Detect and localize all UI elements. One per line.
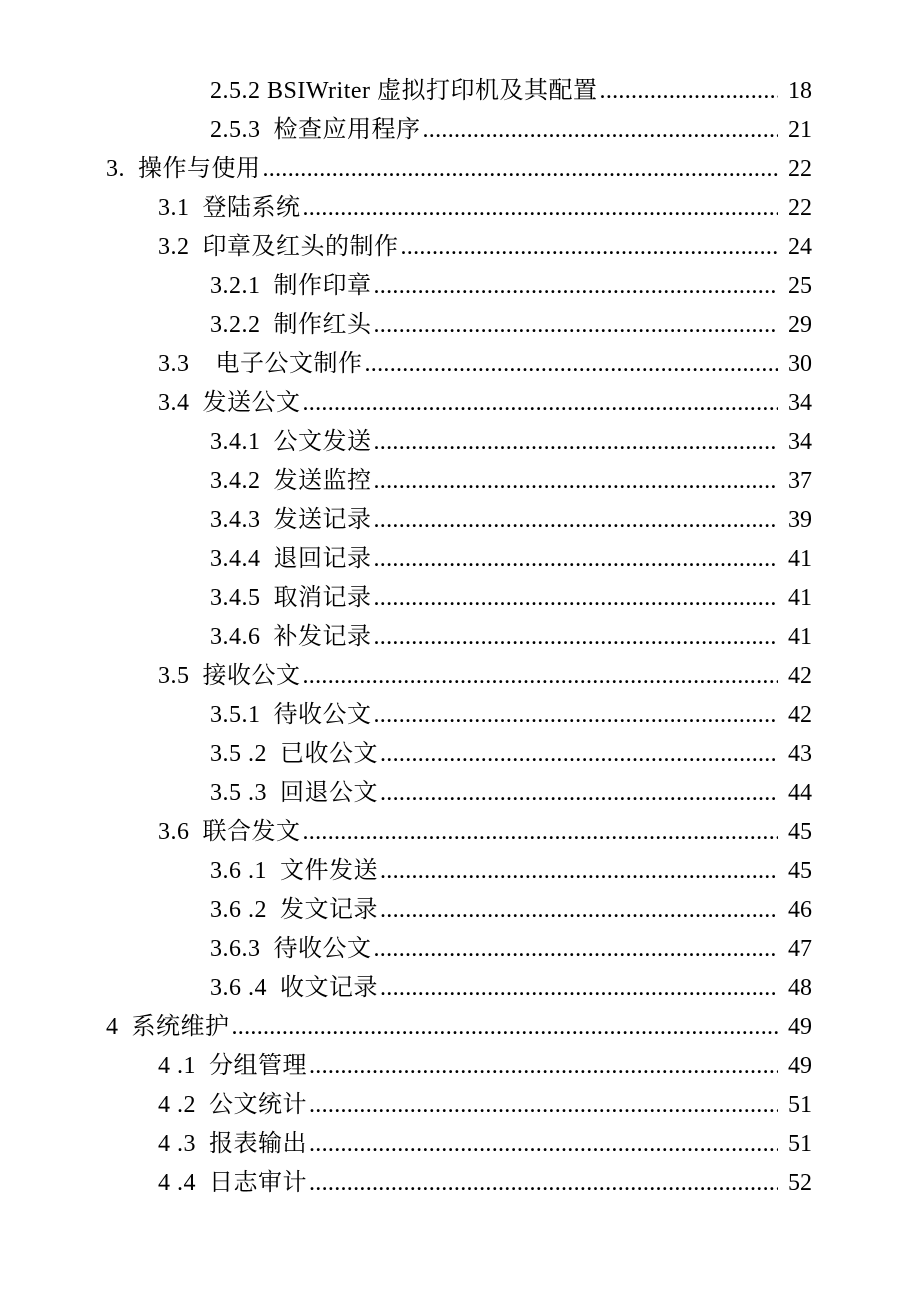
toc-dot-leader bbox=[232, 1008, 779, 1047]
toc-entry-title: 4 .2 公文统计 bbox=[158, 1092, 307, 1118]
toc-dot-leader bbox=[374, 579, 779, 618]
toc-entry-page-number: 30 bbox=[788, 351, 812, 377]
toc-entry-title: 4 系统维护 bbox=[106, 1014, 230, 1040]
toc-entry[interactable] bbox=[0, 1047, 920, 1086]
toc-dot-leader bbox=[374, 501, 779, 540]
toc-entry-page-number: 21 bbox=[788, 117, 812, 143]
toc-entry-page-number: 41 bbox=[788, 624, 812, 650]
toc-entry-page-number: 47 bbox=[788, 936, 812, 962]
toc-entry[interactable] bbox=[0, 696, 920, 735]
toc-entry[interactable] bbox=[0, 306, 920, 345]
toc-entry-title: 3.2.1 制作印章 bbox=[210, 273, 372, 299]
toc-entry[interactable] bbox=[0, 618, 920, 657]
toc-dot-leader bbox=[600, 72, 778, 111]
toc-entry[interactable] bbox=[0, 891, 920, 930]
toc-dot-leader bbox=[309, 1086, 778, 1125]
toc-dot-leader bbox=[374, 618, 779, 657]
toc-entry[interactable] bbox=[0, 345, 920, 384]
toc-entry-page-number: 45 bbox=[788, 858, 812, 884]
toc-entry-title: 3.6.3 待收公文 bbox=[210, 936, 372, 962]
toc-entry-title: 3.4.4 退回记录 bbox=[210, 546, 372, 572]
toc-entry-title: 3.2 印章及红头的制作 bbox=[158, 234, 399, 260]
toc-entry[interactable] bbox=[0, 540, 920, 579]
toc-entry-page-number: 24 bbox=[788, 234, 812, 260]
toc-entry-title: 2.5.2 BSIWriter 虚拟打印机及其配置 bbox=[210, 78, 598, 104]
toc-entry-page-number: 41 bbox=[788, 585, 812, 611]
toc-entry-page-number: 42 bbox=[788, 663, 812, 689]
toc-dot-leader bbox=[303, 189, 779, 228]
toc-entry-title: 3.4 发送公文 bbox=[158, 390, 301, 416]
toc-entry-page-number: 39 bbox=[788, 507, 812, 533]
toc-entry-title: 4 .3 报表输出 bbox=[158, 1131, 307, 1157]
toc-entry[interactable] bbox=[0, 384, 920, 423]
toc-entry[interactable] bbox=[0, 111, 920, 150]
table-of-contents bbox=[0, 72, 920, 1203]
toc-entry[interactable] bbox=[0, 462, 920, 501]
toc-entry[interactable] bbox=[0, 813, 920, 852]
toc-entry[interactable] bbox=[0, 423, 920, 462]
toc-entry[interactable] bbox=[0, 930, 920, 969]
toc-entry-page-number: 34 bbox=[788, 429, 812, 455]
toc-entry[interactable] bbox=[0, 1086, 920, 1125]
toc-entry[interactable] bbox=[0, 1164, 920, 1203]
toc-entry-title: 3.4.3 发送记录 bbox=[210, 507, 372, 533]
toc-dot-leader bbox=[380, 969, 778, 1008]
toc-entry-title: 3.4.5 取消记录 bbox=[210, 585, 372, 611]
toc-dot-leader bbox=[380, 735, 778, 774]
toc-dot-leader bbox=[374, 423, 779, 462]
toc-dot-leader bbox=[303, 384, 779, 423]
toc-dot-leader bbox=[380, 774, 778, 813]
toc-entry[interactable] bbox=[0, 267, 920, 306]
toc-entry-title: 3.5 接收公文 bbox=[158, 663, 301, 689]
toc-entry-title: 3.4.2 发送监控 bbox=[210, 468, 372, 494]
toc-entry[interactable] bbox=[0, 1008, 920, 1047]
toc-entry-title: 3.6 .1 文件发送 bbox=[210, 858, 378, 884]
toc-entry-title: 3.6 .2 发文记录 bbox=[210, 897, 378, 923]
toc-entry-page-number: 37 bbox=[788, 468, 812, 494]
toc-entry-page-number: 18 bbox=[788, 78, 812, 104]
toc-entry[interactable] bbox=[0, 969, 920, 1008]
toc-dot-leader bbox=[374, 696, 779, 735]
toc-entry-title: 3.2.2 制作红头 bbox=[210, 312, 372, 338]
toc-entry-title: 3. 操作与使用 bbox=[106, 156, 261, 182]
toc-dot-leader bbox=[374, 267, 779, 306]
toc-entry-page-number: 29 bbox=[788, 312, 812, 338]
toc-entry-page-number: 41 bbox=[788, 546, 812, 572]
toc-entry-title: 3.6 联合发文 bbox=[158, 819, 301, 845]
toc-entry-page-number: 51 bbox=[788, 1092, 812, 1118]
toc-entry-page-number: 49 bbox=[788, 1053, 812, 1079]
toc-entry[interactable] bbox=[0, 72, 920, 111]
toc-dot-leader bbox=[309, 1047, 778, 1086]
toc-entry[interactable] bbox=[0, 189, 920, 228]
toc-entry-page-number: 34 bbox=[788, 390, 812, 416]
toc-entry-page-number: 42 bbox=[788, 702, 812, 728]
toc-entry-page-number: 45 bbox=[788, 819, 812, 845]
toc-entry-page-number: 48 bbox=[788, 975, 812, 1001]
toc-entry-title: 4 .1 分组管理 bbox=[158, 1053, 307, 1079]
toc-entry-title: 3.4.6 补发记录 bbox=[210, 624, 372, 650]
toc-entry-page-number: 49 bbox=[788, 1014, 812, 1040]
toc-dot-leader bbox=[309, 1125, 778, 1164]
toc-dot-leader bbox=[263, 150, 779, 189]
toc-entry-title: 3.5 .3 回退公文 bbox=[210, 780, 378, 806]
toc-dot-leader bbox=[365, 345, 779, 384]
toc-dot-leader bbox=[303, 813, 779, 852]
toc-entry-title: 3.3 电子公文制作 bbox=[158, 351, 363, 377]
toc-entry[interactable] bbox=[0, 501, 920, 540]
toc-entry[interactable] bbox=[0, 852, 920, 891]
toc-entry-page-number: 25 bbox=[788, 273, 812, 299]
toc-dot-leader bbox=[374, 306, 779, 345]
toc-entry-page-number: 22 bbox=[788, 195, 812, 221]
toc-entry[interactable] bbox=[0, 774, 920, 813]
toc-entry-title: 3.5.1 待收公文 bbox=[210, 702, 372, 728]
toc-entry[interactable] bbox=[0, 657, 920, 696]
toc-entry-page-number: 22 bbox=[788, 156, 812, 182]
toc-entry-title: 3.6 .4 收文记录 bbox=[210, 975, 378, 1001]
toc-dot-leader bbox=[401, 228, 779, 267]
toc-entry-page-number: 51 bbox=[788, 1131, 812, 1157]
toc-entry-title: 3.1 登陆系统 bbox=[158, 195, 301, 221]
toc-entry-page-number: 46 bbox=[788, 897, 812, 923]
toc-entry[interactable] bbox=[0, 228, 920, 267]
toc-entry-title: 3.4.1 公文发送 bbox=[210, 429, 372, 455]
toc-entry-title: 3.5 .2 已收公文 bbox=[210, 741, 378, 767]
toc-dot-leader bbox=[374, 930, 779, 969]
toc-dot-leader bbox=[423, 111, 779, 150]
toc-dot-leader bbox=[380, 891, 778, 930]
toc-dot-leader bbox=[380, 852, 778, 891]
toc-entry[interactable] bbox=[0, 150, 920, 189]
toc-entry-title: 4 .4 日志审计 bbox=[158, 1170, 307, 1196]
toc-dot-leader bbox=[309, 1164, 778, 1203]
toc-dot-leader bbox=[374, 540, 779, 579]
toc-dot-leader bbox=[374, 462, 779, 501]
toc-entry-title: 2.5.3 检查应用程序 bbox=[210, 117, 421, 143]
toc-entry-page-number: 44 bbox=[788, 780, 812, 806]
toc-dot-leader bbox=[303, 657, 779, 696]
toc-entry[interactable] bbox=[0, 579, 920, 618]
toc-entry-page-number: 43 bbox=[788, 741, 812, 767]
toc-entry-page-number: 52 bbox=[788, 1170, 812, 1196]
toc-entry[interactable] bbox=[0, 735, 920, 774]
toc-entry[interactable] bbox=[0, 1125, 920, 1164]
